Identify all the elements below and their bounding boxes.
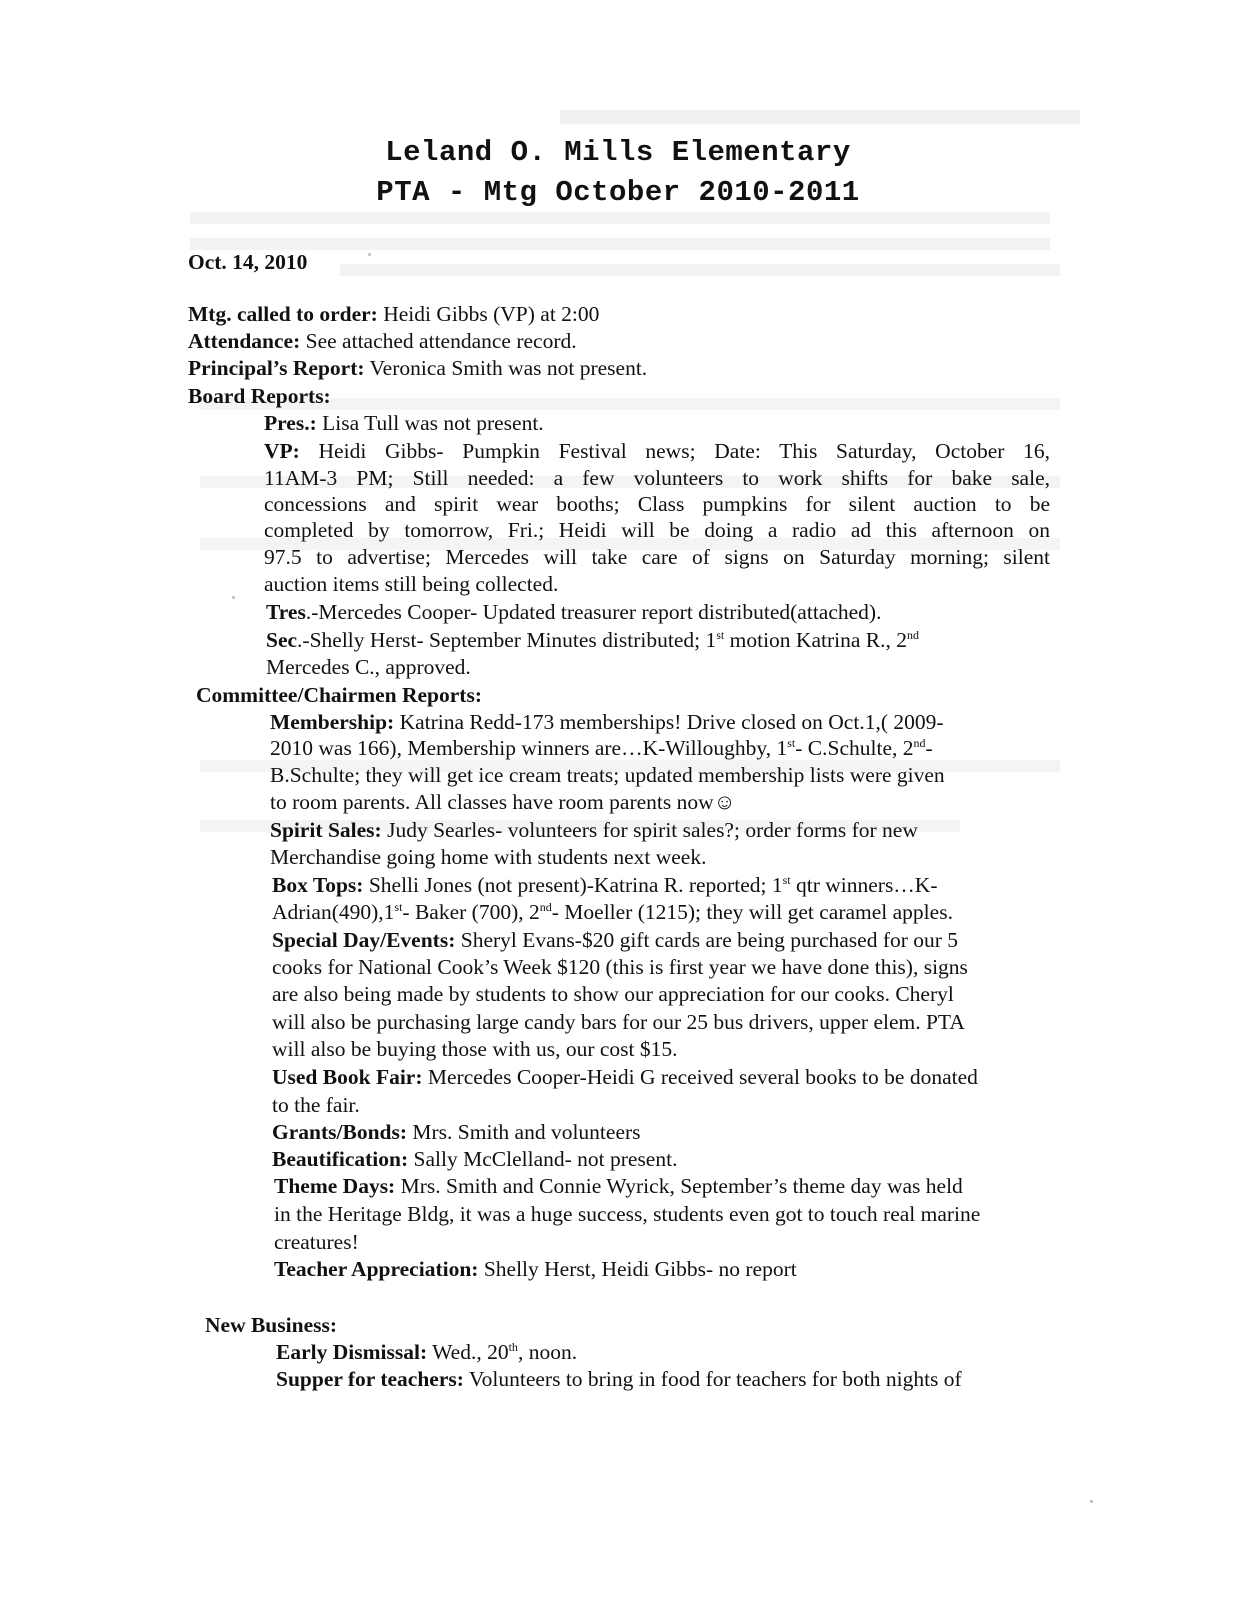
special-events-line-3: are also being made by students to show our appreciation for our cooks. Cheryl: [272, 982, 954, 1006]
document-title-line-2: PTA - Mtg October 2010-2011: [376, 176, 860, 209]
sec-sup-2: nd: [906, 627, 919, 642]
board-reports-heading: Board Reports:: [188, 384, 331, 408]
supper-line: [276, 1369, 962, 1391]
attendance-text: See attached attendance record.: [300, 329, 577, 353]
box-tops-sup-3: nd: [539, 899, 552, 914]
theme-days-text-1: Mrs. Smith and Connie Wyrick, September’s theme day was held: [395, 1174, 963, 1198]
membership-line-2: [270, 735, 933, 760]
document-title-line-1: Leland O. Mills Elementary: [385, 136, 851, 169]
special-events-line-2: cooks for National Cook’s Week $120 (this is first year we have done this), signs: [272, 955, 968, 979]
box-tops-sup-2: st: [394, 899, 403, 914]
principal-report-text: Veronica Smith was not present.: [364, 356, 648, 380]
beautification-label: Beautification:: [272, 1147, 409, 1171]
called-to-order-text: Heidi Gibbs (VP) at 2:00: [377, 302, 600, 326]
vp-text-1: Heidi Gibbs- Pumpkin Festival news; Date: This Saturday, October 16,: [299, 439, 1050, 463]
used-book-fair-line-2: to the fair.: [272, 1093, 360, 1117]
early-dismissal-line: [276, 1339, 578, 1364]
called-to-order-line: [188, 304, 599, 326]
principal-report-label: Principal’s Report:: [188, 356, 365, 380]
membership-text-2c: -: [925, 736, 933, 760]
sec-text-1b: motion Katrina R., 2: [724, 628, 907, 652]
sec-text-1a: .-Shelly Herst- September Minutes distributed; 1: [297, 628, 717, 652]
supper-label: Supper for teachers:: [276, 1367, 464, 1391]
vp-line-3: concessions and spirit wear booths; Class pumpkins for silent auction to be: [264, 492, 1050, 516]
grants-label: Grants/Bonds:: [272, 1120, 408, 1144]
teacher-appreciation-label: Teacher Appreciation:: [274, 1257, 479, 1281]
teacher-appreciation-text: Shelly Herst, Heidi Gibbs- no report: [478, 1257, 797, 1281]
sec-line-2: Mercedes C., approved.: [266, 655, 471, 679]
spirit-text-1: Judy Searles- volunteers for spirit sales?; order forms for new: [381, 818, 918, 842]
supper-text: Volunteers to bring in food for teachers for both nights of: [463, 1367, 962, 1391]
special-events-line-5: will also be buying those with us, our cost $15.: [272, 1037, 678, 1061]
attendance-label: Attendance:: [188, 329, 301, 353]
spirit-line-2: Merchandise going home with students next week.: [270, 845, 707, 869]
membership-line-1: [270, 712, 944, 734]
box-tops-text-2b: - Baker (700), 2: [402, 900, 540, 924]
membership-line-4: to room parents. All classes have room parents now☺: [270, 790, 736, 814]
special-events-line-4: will also be purchasing large candy bars for our 25 bus drivers, upper elem. PTA: [272, 1010, 965, 1034]
box-tops-sup-1: st: [782, 872, 791, 887]
theme-days-line-2: in the Heritage Bldg, it was a huge success, students even got to touch real marine: [274, 1202, 981, 1226]
used-book-fair-text-1: Mercedes Cooper-Heidi G received several books to be donated: [422, 1065, 978, 1089]
principal-report-line: [188, 358, 647, 380]
grants-text: Mrs. Smith and volunteers: [407, 1120, 641, 1144]
special-events-line-1: [272, 930, 958, 952]
committee-heading: Committee/Chairmen Reports:: [196, 683, 482, 707]
early-dismissal-text-a: Wed., 20: [427, 1340, 509, 1364]
sec-sup-1: st: [716, 627, 725, 642]
teacher-appreciation-line: [274, 1259, 797, 1281]
beautification-line: [272, 1149, 677, 1171]
vp-line-2: 11AM-3 PM; Still needed: a few volunteers to work shifts for bake sale,: [264, 466, 1050, 490]
grants-line: [272, 1122, 641, 1144]
box-tops-line-1: [272, 872, 938, 897]
box-tops-text-1a: Shelli Jones (not present)-Katrina R. reported; 1: [363, 873, 783, 897]
special-events-label: Special Day/Events:: [272, 928, 456, 952]
box-tops-text-1b: qtr winners…K-: [790, 873, 938, 897]
membership-sup-2: nd: [913, 735, 926, 750]
new-business-heading: New Business:: [205, 1313, 338, 1337]
vp-label: VP:: [264, 439, 300, 463]
tres-label: Tres: [266, 600, 306, 624]
tres-text: .-Mercedes Cooper- Updated treasurer report distributed(attached).: [305, 600, 882, 624]
meeting-date: Oct. 14, 2010: [188, 250, 308, 274]
vp-line-6: auction items still being collected.: [264, 572, 559, 596]
pres-label: Pres.:: [264, 411, 317, 435]
membership-text-1: Katrina Redd-173 memberships! Drive closed on Oct.1,( 2009-: [394, 710, 944, 734]
theme-days-line-1: [274, 1176, 963, 1198]
vp-line-5: 97.5 to advertise; Mercedes will take care of signs on Saturday morning; silent: [264, 545, 1050, 569]
membership-text-2b: - C.Schulte, 2: [795, 736, 914, 760]
membership-text-2a: 2010 was 166), Membership winners are…K-Willoughby, 1: [270, 736, 788, 760]
box-tops-label: Box Tops:: [272, 873, 364, 897]
tres-line: [266, 602, 881, 624]
box-tops-text-2a: Adrian(490),1: [272, 900, 395, 924]
box-tops-line-2: [272, 899, 953, 924]
called-to-order-label: Mtg. called to order:: [188, 302, 378, 326]
sec-line-1: [266, 627, 919, 652]
box-tops-text-2c: - Moeller (1215); they will get caramel apples.: [551, 900, 953, 924]
pres-line: [264, 413, 544, 435]
beautification-text: Sally McClelland- not present.: [408, 1147, 678, 1171]
membership-label: Membership:: [270, 710, 395, 734]
vp-line-1: [264, 441, 1050, 463]
theme-days-label: Theme Days:: [274, 1174, 396, 1198]
sec-label: Sec: [266, 628, 298, 652]
special-events-text-1: Sheryl Evans-$20 gift cards are being purchased for our 5: [455, 928, 959, 952]
early-dismissal-text-b: , noon.: [517, 1340, 578, 1364]
early-dismissal-sup: th: [508, 1339, 518, 1354]
early-dismissal-label: Early Dismissal:: [276, 1340, 428, 1364]
spirit-line-1: [270, 820, 918, 842]
spirit-label: Spirit Sales:: [270, 818, 382, 842]
used-book-fair-label: Used Book Fair:: [272, 1065, 423, 1089]
vp-line-4: completed by tomorrow, Fri.; Heidi will be doing a radio ad this afternoon on: [264, 518, 1050, 542]
pres-text: Lisa Tull was not present.: [316, 411, 544, 435]
membership-sup-1: st: [787, 735, 796, 750]
theme-days-line-3: creatures!: [274, 1230, 359, 1254]
used-book-fair-line-1: [272, 1067, 978, 1089]
attendance-line: [188, 331, 577, 353]
membership-line-3: B.Schulte; they will get ice cream treats; updated membership lists were given: [270, 763, 945, 787]
